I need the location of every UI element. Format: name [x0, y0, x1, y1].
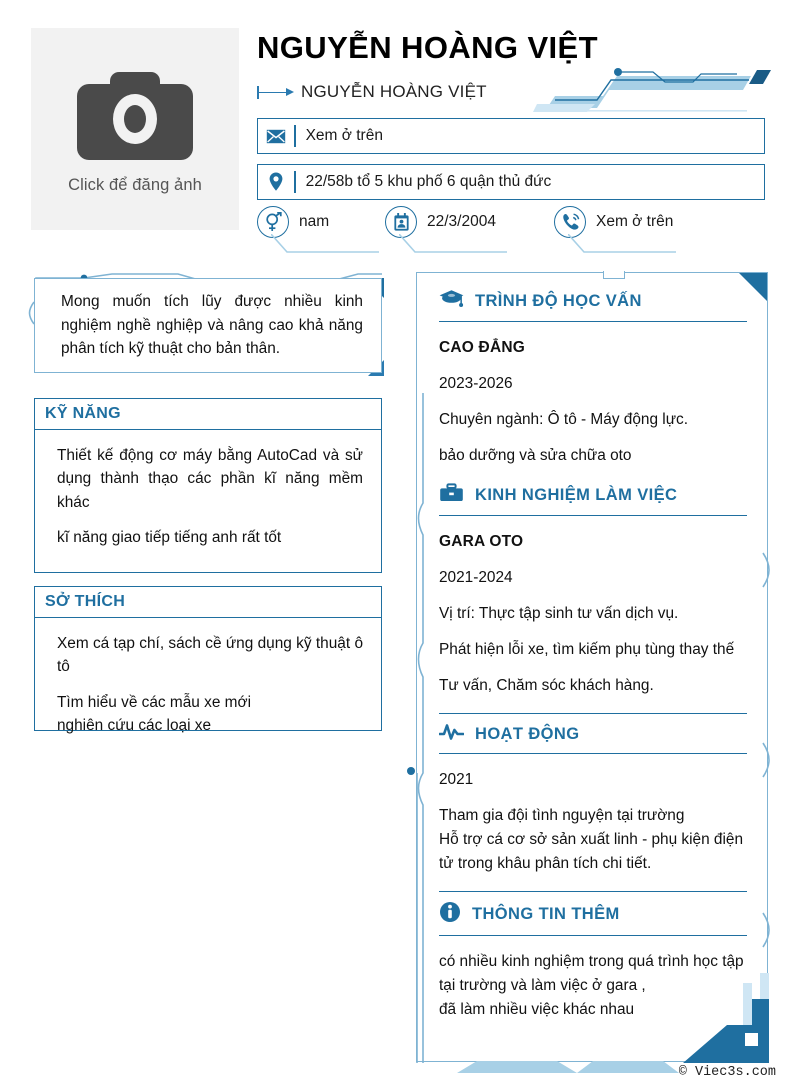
- camera-icon: [77, 68, 193, 160]
- footer-copyright: © Viec3s.com: [678, 1065, 776, 1080]
- cv-header: [0, 0, 800, 262]
- education-body: [439, 322, 747, 481]
- activities-period: 2021: [439, 771, 474, 789]
- info-circle-icon: [439, 901, 461, 928]
- divider: [294, 125, 296, 147]
- right-column: [416, 272, 768, 1062]
- map-pin-icon: [258, 172, 294, 192]
- hobbies-body: [35, 618, 381, 750]
- experience-position: Vị trí: Thực tập sinh tư vấn dịch vụ.: [439, 604, 679, 622]
- page-title: NGUYỄN HOÀNG VIỆT: [257, 30, 598, 65]
- briefcase-icon: [439, 483, 464, 508]
- corner-triangle-decoration: [739, 273, 767, 301]
- skills-panel: [34, 398, 382, 573]
- experience-header: [439, 483, 747, 516]
- photo-upload-box[interactable]: [31, 28, 239, 230]
- skills-body: [35, 430, 381, 562]
- hobbies-header: [35, 587, 381, 618]
- hobby-item: nghiên cứu các loại xe: [57, 717, 212, 735]
- envelope-icon: [258, 129, 294, 144]
- experience-title: KINH NGHIỆM LÀM VIỆC: [475, 485, 678, 504]
- hobbies-panel: [34, 586, 382, 735]
- activities-line: Hỗ trợ cá cơ sở sản xuất linh - phụ kiện điện tử trong khâu phân tích chi tiết.: [439, 831, 744, 872]
- job-title: NGUYỄN HOÀNG VIỆT: [301, 82, 487, 101]
- meta-tail-decoration: [399, 234, 509, 256]
- gender-value: nam: [299, 213, 330, 230]
- education-header: [439, 289, 747, 322]
- contact-row-address[interactable]: [257, 164, 765, 200]
- meta-tail-decoration: [271, 234, 381, 256]
- email-value: Xem ở trên: [305, 127, 383, 144]
- section-education: [439, 289, 747, 481]
- section-extra-info: [439, 891, 747, 1035]
- hobby-item: Xem cá tạp chí, sách cề ứng dụng kỹ thuật ô tô: [57, 635, 363, 676]
- skills-title: KỸ NĂNG: [45, 405, 121, 422]
- education-period: 2023-2026: [439, 375, 513, 393]
- activities-body: [439, 754, 747, 889]
- education-line: bảo dưỡng và sửa chữa oto: [439, 447, 632, 465]
- extra-info-body: [439, 936, 747, 1035]
- skill-item: kĩ năng giao tiếp tiếng anh rất tốt: [57, 529, 282, 547]
- arrow-right-icon: [257, 86, 295, 99]
- extra-info-title: THÔNG TIN THÊM: [472, 904, 620, 923]
- experience-period: 2021-2024: [439, 568, 513, 586]
- activities-header: [439, 713, 747, 754]
- skills-header: [35, 399, 381, 430]
- education-school: CAO ĐẲNG: [439, 339, 525, 356]
- education-title: TRÌNH ĐỘ HỌC VẤN: [475, 292, 642, 310]
- objective-text: Mong muốn tích lũy được nhiều kinh nghiệm nghề nghiệp và nâng cao khả năng phân tích kỹ thuật cho bản thân.: [61, 293, 363, 358]
- education-line: Chuyên ngành: Ô tô - Máy động lực.: [439, 411, 688, 429]
- experience-duty: Tư vấn, Chăm sóc khách hàng.: [439, 677, 654, 695]
- phone-value: Xem ở trên: [596, 213, 674, 230]
- meta-tail-decoration: [568, 234, 678, 256]
- section-experience: [439, 483, 747, 711]
- extra-info-line: có nhiều kinh nghiệm trong quá trình học tập tại trường và làm việc ở gara ,: [439, 952, 744, 994]
- divider: [294, 171, 296, 193]
- skill-item: Thiết kế động cơ máy bằng AutoCad và sử dụng thành thạo các phần kĩ năng mềm khác: [57, 447, 363, 511]
- experience-body: [439, 516, 747, 711]
- photo-upload-label: Click để đăng ảnh: [68, 175, 202, 194]
- extra-info-header: [439, 891, 747, 936]
- experience-duty: Phát hiện lỗi xe, tìm kiếm phụ tùng thay thế: [439, 641, 735, 659]
- section-activities: [439, 713, 747, 889]
- activities-title: HOẠT ĐỘNG: [475, 725, 580, 744]
- contact-row-email[interactable]: [257, 118, 765, 154]
- notch-decoration: [603, 271, 625, 279]
- pulse-icon: [439, 723, 464, 746]
- birthday-value: 22/3/2004: [427, 213, 496, 230]
- experience-company: GARA OTO: [439, 532, 524, 550]
- extra-info-line: đã làm nhiều việc khác nhau: [439, 1000, 635, 1018]
- objective-box: [34, 278, 382, 373]
- meta-row: [257, 206, 767, 256]
- hobbies-title: SỞ THÍCH: [45, 593, 126, 610]
- activities-line: Tham gia đội tình nguyện tại trường: [439, 807, 685, 825]
- circuit-decoration: [533, 64, 773, 112]
- job-title-row: [257, 82, 487, 102]
- graduation-cap-icon: [439, 289, 464, 314]
- address-value: 22/58b tổ 5 khu phố 6 quận thủ đức: [305, 173, 552, 190]
- hobby-item: Tìm hiểu về các mẫu xe mới: [57, 693, 251, 711]
